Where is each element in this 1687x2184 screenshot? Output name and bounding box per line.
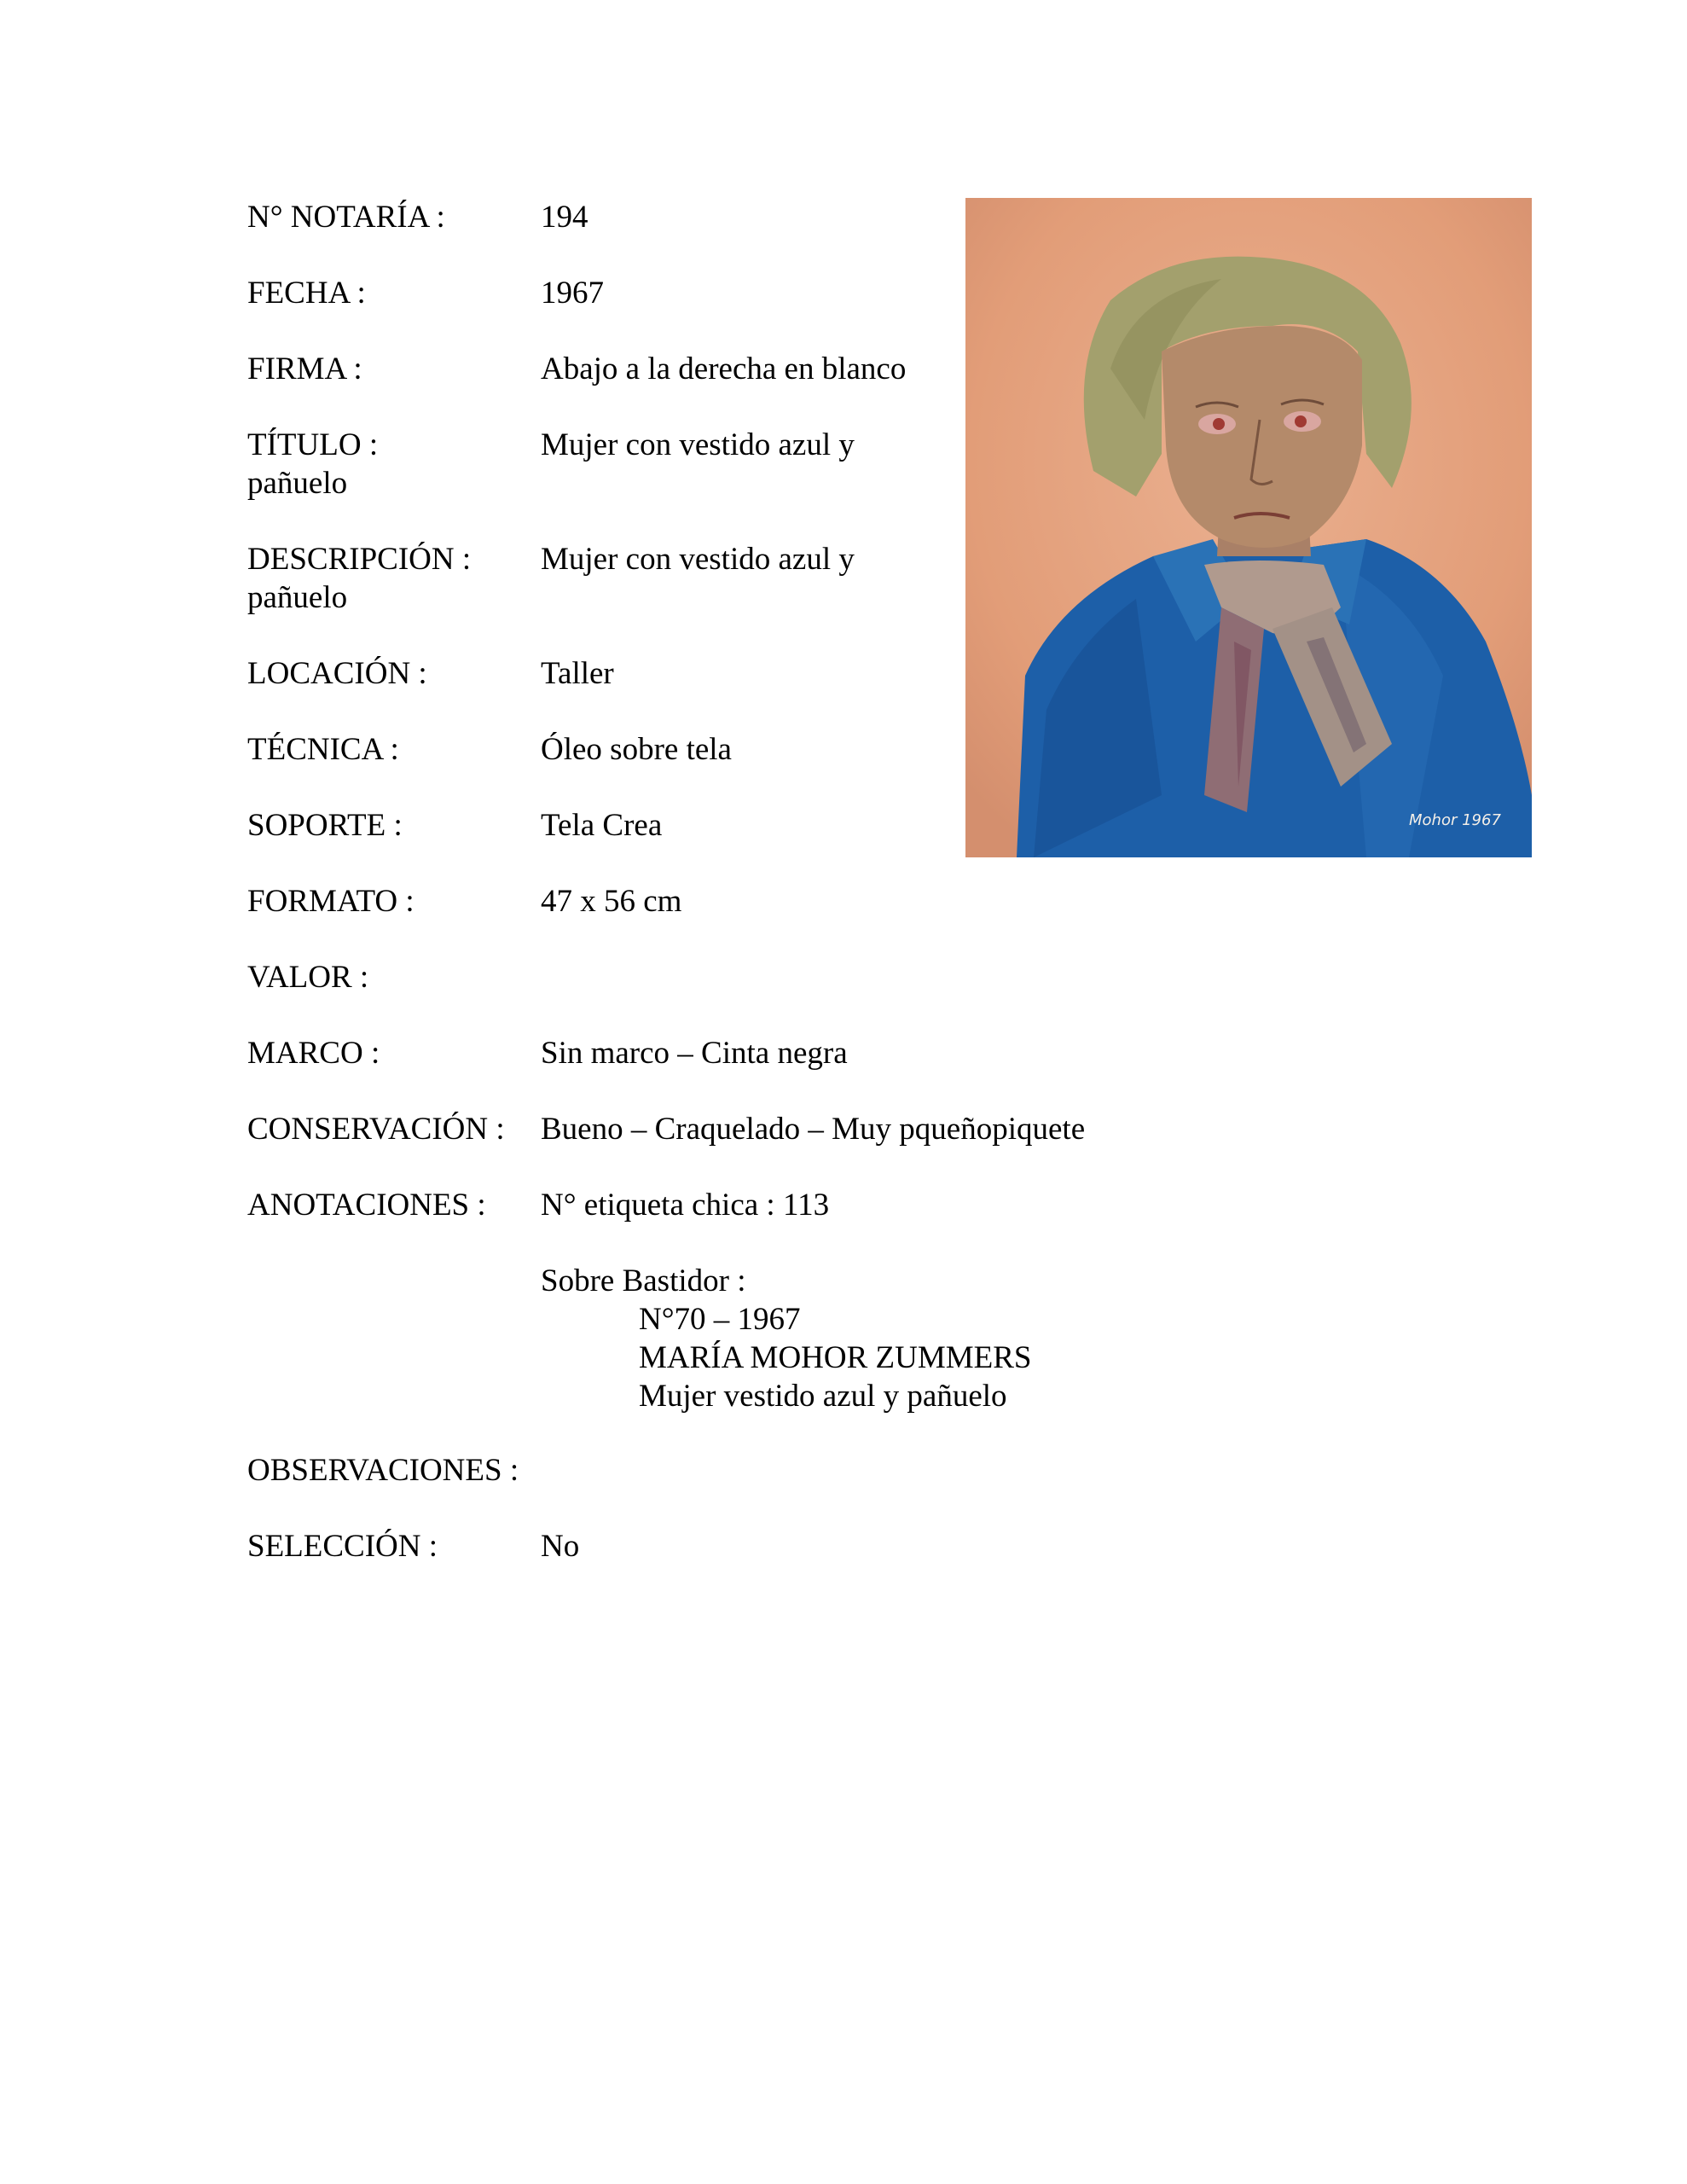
field-label: FECHA : — [247, 276, 366, 311]
field-value: Mujer con vestido azul y — [541, 427, 855, 462]
painting-signature: Mohor 1967 — [1409, 811, 1501, 829]
right-pupil — [1295, 415, 1307, 427]
field-label: DESCRIPCIÓN : — [247, 542, 472, 577]
field-value: 1967 — [541, 276, 604, 311]
field-label: SOPORTE : — [247, 808, 403, 843]
field-label: SELECCIÓN : — [247, 1529, 438, 1564]
field-label: FORMATO : — [247, 884, 415, 919]
field-value: Sin marco – Cinta negra — [541, 1036, 848, 1071]
painting-image — [965, 198, 1532, 857]
field-label: TÍTULO : — [247, 427, 379, 462]
field-label: FIRMA : — [247, 351, 362, 386]
field-value: N° etiqueta chica : 113 — [541, 1188, 830, 1223]
bastidor-line: MARÍA MOHOR ZUMMERS — [639, 1340, 1032, 1375]
field-value: 47 x 56 cm — [541, 884, 682, 919]
portrait-painting — [965, 198, 1532, 857]
field-label: LOCACIÓN : — [247, 656, 427, 691]
field-value: No — [541, 1529, 580, 1564]
field-value: Bueno – Craquelado – Muy pqueñopiquete — [541, 1112, 1086, 1147]
field-value: Taller — [541, 656, 614, 691]
field-value: Mujer con vestido azul y — [541, 542, 855, 577]
field-value: Tela Crea — [541, 808, 663, 843]
field-value: 194 — [541, 200, 588, 235]
field-value-wrap: pañuelo — [247, 580, 348, 615]
field-label: MARCO : — [247, 1036, 380, 1071]
bastidor-heading: Sobre Bastidor : — [541, 1263, 746, 1298]
field-value-wrap: pañuelo — [247, 466, 348, 501]
bastidor-line: N°70 – 1967 — [639, 1302, 801, 1337]
field-label: CONSERVACIÓN : — [247, 1112, 505, 1147]
field-label: ANOTACIONES : — [247, 1188, 486, 1223]
field-label: OBSERVACIONES : — [247, 1453, 519, 1488]
bastidor-line: Mujer vestido azul y pañuelo — [639, 1379, 1007, 1414]
field-label: TÉCNICA : — [247, 732, 399, 767]
field-label: VALOR : — [247, 960, 369, 995]
field-value: Óleo sobre tela — [541, 732, 732, 767]
field-value: Abajo a la derecha en blanco — [541, 351, 907, 386]
left-pupil — [1213, 418, 1225, 430]
field-label: N° NOTARÍA : — [247, 200, 445, 235]
